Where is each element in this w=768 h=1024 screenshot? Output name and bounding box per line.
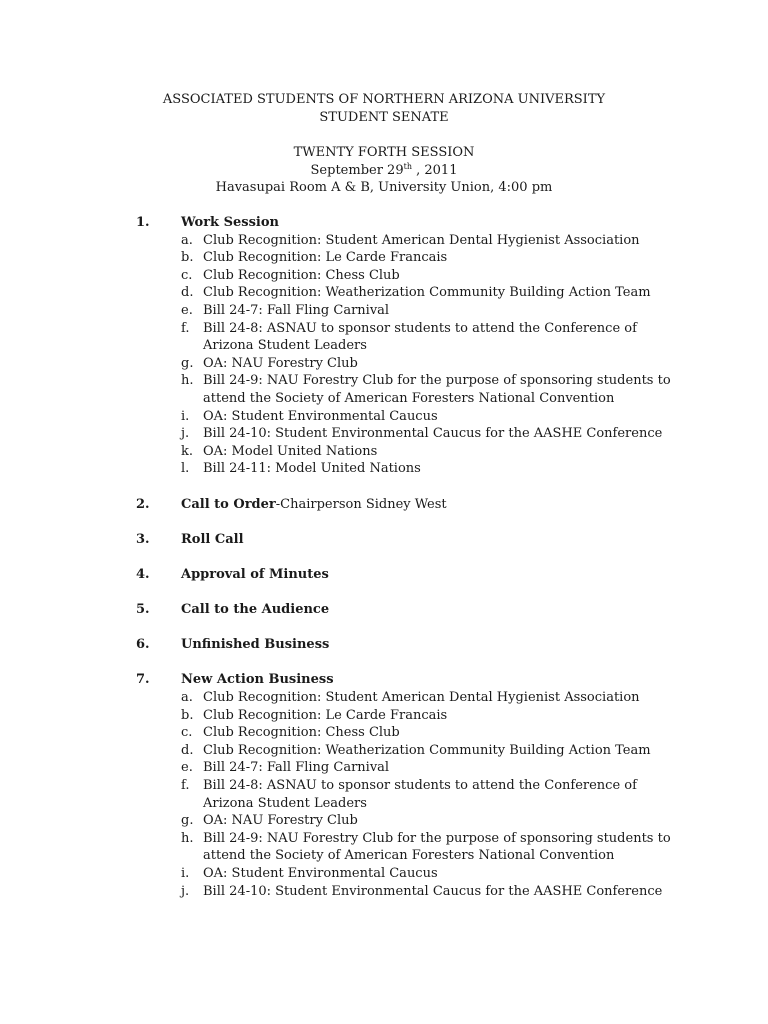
sub-item-letter: i. — [181, 865, 190, 881]
agenda-section — [0, 636, 768, 654]
agenda-section — [0, 601, 768, 619]
sub-item-line: OA: NAU Forestry Club — [203, 813, 358, 829]
section-number: 7. — [136, 672, 150, 688]
sub-item-text — [203, 425, 673, 443]
agenda-sub-list — [0, 232, 768, 478]
sub-item-letter: d. — [181, 285, 194, 301]
sub-item-line: Arizona Student Leaders — [203, 338, 367, 354]
sub-item-letter: c. — [181, 267, 193, 283]
sub-item-letter: e. — [181, 760, 193, 776]
sub-item-line: Bill 24-10: Student Environmental Caucus for the AASHE Conference — [203, 883, 663, 899]
sub-item-line: OA: Student Environmental Caucus — [203, 865, 438, 881]
sub-item-letter: b. — [181, 250, 194, 266]
sub-item-letter: a. — [181, 232, 193, 248]
sub-item-line: Bill 24-8: ASNAU to sponsor students to attend the Conference of — [203, 778, 637, 793]
sub-item-letter: j. — [181, 883, 190, 899]
section-number: 1. — [136, 215, 150, 230]
sub-item-text — [203, 408, 673, 426]
agenda-sub-item — [0, 302, 768, 320]
sub-item-text — [203, 812, 673, 830]
sub-item-letter: h. — [181, 373, 194, 389]
agenda-section-heading — [0, 636, 768, 654]
agenda-sub-item — [0, 707, 768, 725]
sub-item-line: Bill 24-10: Student Environmental Caucus for the AASHE Conference — [203, 426, 663, 442]
sub-item-letter: d. — [181, 742, 194, 758]
section-number: 4. — [136, 566, 150, 582]
sub-item-letter: j. — [181, 426, 190, 442]
sub-item-text — [203, 689, 673, 707]
sub-item-text — [203, 865, 673, 883]
section-title-text: New Action Business — [181, 672, 334, 688]
section-title — [181, 601, 329, 619]
sub-item-line: Bill 24-9: NAU Forestry Club for the purpose of sponsoring students to — [203, 830, 671, 846]
sub-item-letter: f. — [181, 320, 190, 336]
sub-item-text — [203, 249, 673, 267]
agenda-list — [0, 214, 768, 918]
agenda-section — [0, 496, 768, 514]
session-title: TWENTY FORTH SESSION — [293, 145, 475, 160]
agenda-section-heading — [0, 496, 768, 514]
agenda-sub-item — [0, 408, 768, 426]
agenda-sub-list — [0, 689, 768, 900]
agenda-sub-item — [0, 443, 768, 461]
sub-item-letter: c. — [181, 725, 193, 741]
agenda-sub-item — [0, 232, 768, 250]
sub-item-line: Club Recognition: Le Carde Francais — [203, 707, 448, 723]
section-title-text: Roll Call — [181, 531, 244, 547]
sub-item-text — [203, 707, 673, 725]
section-title — [181, 636, 329, 654]
org-name: ASSOCIATED STUDENTS OF NORTHERN ARIZONA UNIVERSITY — [162, 92, 606, 107]
sub-item-line: Club Recognition: Le Carde Francais — [203, 250, 448, 266]
sub-item-line: OA: NAU Forestry Club — [203, 355, 358, 371]
sub-item-line: Arizona Student Leaders — [203, 795, 367, 811]
sub-item-letter: h. — [181, 830, 194, 846]
sub-item-letter: l. — [181, 461, 190, 477]
agenda-sub-item — [0, 425, 768, 443]
sub-item-text — [203, 284, 673, 302]
agenda-sub-item — [0, 284, 768, 302]
sub-item-text — [203, 724, 673, 742]
agenda-sub-item — [0, 724, 768, 742]
sub-item-line: Bill 24-7: Fall Fling Carnival — [203, 302, 390, 318]
sub-item-text — [203, 742, 673, 760]
sub-item-line: Club Recognition: Chess Club — [203, 725, 400, 741]
agenda-sub-item — [0, 742, 768, 760]
sub-item-text — [203, 372, 673, 407]
section-number: 2. — [136, 496, 150, 512]
agenda-section-heading — [0, 566, 768, 584]
body-name: STUDENT SENATE — [319, 109, 449, 125]
sub-item-line: Club Recognition: Student American Dental Hygienist Association — [203, 690, 640, 706]
agenda-sub-item — [0, 355, 768, 373]
sub-item-text — [203, 320, 673, 355]
agenda-sub-item — [0, 830, 768, 865]
agenda-sub-item — [0, 812, 768, 830]
section-title — [181, 496, 447, 514]
agenda-sub-item — [0, 267, 768, 285]
agenda-section-heading — [0, 531, 768, 549]
agenda-sub-item — [0, 777, 768, 812]
section-title-text: Work Session — [181, 215, 279, 230]
sub-item-letter: e. — [181, 302, 193, 318]
sub-item-line: Bill 24-7: Fall Fling Carnival — [203, 760, 390, 776]
sub-item-text — [203, 302, 673, 320]
section-number: 3. — [136, 531, 150, 547]
section-title — [181, 566, 329, 584]
agenda-section — [0, 566, 768, 584]
sub-item-letter: f. — [181, 778, 190, 793]
agenda-section — [0, 671, 768, 900]
section-title-text: Unfinished Business — [181, 637, 330, 653]
section-title — [181, 671, 334, 689]
section-title-text: Call to the Audience — [181, 602, 330, 618]
sub-item-letter: k. — [181, 443, 194, 459]
agenda-sub-item — [0, 460, 768, 478]
sub-item-letter: g. — [181, 813, 194, 829]
section-title — [181, 531, 244, 549]
agenda-sub-item — [0, 865, 768, 883]
sub-item-text — [203, 883, 673, 901]
sub-item-letter: b. — [181, 707, 194, 723]
sub-item-line: OA: Model United Nations — [203, 443, 378, 459]
section-title-text: Call to Order — [181, 496, 276, 512]
section-number: 5. — [136, 602, 150, 618]
sub-item-text — [203, 460, 673, 478]
agenda-sub-item — [0, 689, 768, 707]
sub-item-text — [203, 232, 673, 250]
sub-item-letter: i. — [181, 408, 190, 424]
agenda-sub-item — [0, 759, 768, 777]
section-title-text: Approval of Minutes — [181, 566, 329, 582]
sub-item-line: Club Recognition: Student American Dental Hygienist Association — [203, 232, 640, 248]
meeting-date: September 29th , 2011 — [310, 161, 458, 178]
section-title-suffix: -Chairperson Sidney West — [275, 496, 447, 512]
agenda-section-heading — [0, 214, 768, 232]
sub-item-line: Club Recognition: Chess Club — [203, 267, 400, 283]
agenda-sub-item — [0, 372, 768, 407]
section-title — [181, 214, 279, 232]
sub-item-text — [203, 443, 673, 461]
sub-item-line: Club Recognition: Weatherization Community Building Action Team — [203, 742, 651, 758]
agenda-section — [0, 214, 768, 478]
agenda-section-heading — [0, 671, 768, 689]
sub-item-line: attend the Society of American Foresters National Convention — [203, 848, 615, 864]
sub-item-text — [203, 355, 673, 373]
sub-item-text — [203, 267, 673, 285]
sub-item-letter: a. — [181, 690, 193, 706]
agenda-sub-item — [0, 249, 768, 267]
meeting-location: Havasupai Room A & B, University Union, 4:00 pm — [215, 180, 553, 195]
sub-item-line: Bill 24-9: NAU Forestry Club for the purpose of sponsoring students to — [203, 373, 671, 389]
agenda-sub-item — [0, 883, 768, 901]
sub-item-line: Bill 24-8: ASNAU to sponsor students to attend the Conference of — [203, 320, 637, 336]
section-number: 6. — [136, 637, 150, 653]
sub-item-letter: g. — [181, 355, 194, 371]
document-header — [0, 91, 768, 197]
sub-item-line: Bill 24-11: Model United Nations — [203, 461, 421, 477]
sub-item-line: attend the Society of American Foresters National Convention — [203, 390, 615, 406]
sub-item-line: Club Recognition: Weatherization Community Building Action Team — [203, 285, 651, 301]
agenda-section — [0, 531, 768, 549]
sub-item-text — [203, 830, 673, 865]
sub-item-line: OA: Student Environmental Caucus — [203, 408, 438, 424]
sub-item-text — [203, 777, 673, 812]
sub-item-text — [203, 759, 673, 777]
agenda-sub-item — [0, 320, 768, 355]
agenda-section-heading — [0, 601, 768, 619]
